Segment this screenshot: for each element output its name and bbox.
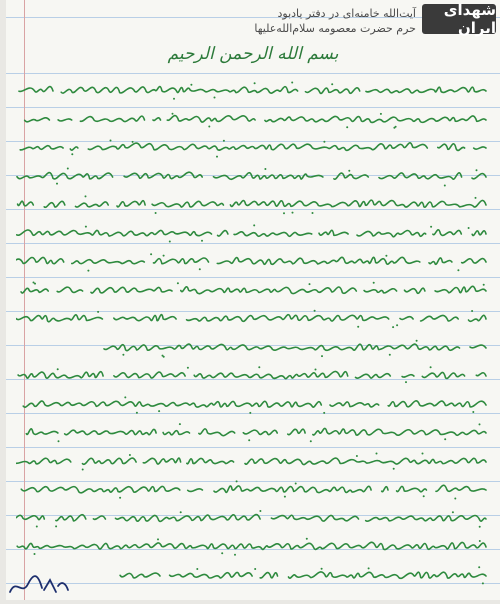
site-logo: شهدای ایران — [422, 4, 496, 34]
handwritten-line — [16, 133, 492, 159]
handwritten-line — [16, 532, 492, 558]
handwritten-line — [16, 361, 492, 387]
watermark-caption-line-2: حرم حضرت معصومه سلام‌الله‌علیها — [254, 22, 416, 35]
handwritten-line — [16, 105, 492, 131]
handwritten-line — [16, 447, 492, 473]
letter-heading: بسم الله الرحمن الرحیم — [167, 44, 339, 64]
handwritten-line — [16, 304, 492, 330]
handwritten-line — [16, 190, 492, 216]
handwritten-line — [16, 162, 492, 188]
handwritten-line — [16, 219, 492, 245]
handwritten-line — [16, 504, 492, 530]
watermark — [236, 1, 496, 38]
handwritten-line — [16, 333, 492, 359]
handwritten-line — [16, 561, 492, 587]
handwritten-line — [16, 247, 492, 273]
notebook-page — [6, 0, 500, 600]
handwritten-line — [16, 276, 492, 302]
handwritten-line — [16, 418, 492, 444]
handwritten-signature — [6, 570, 70, 600]
watermark-caption-line-1: آیت‌الله خامنه‌ای در دفتر یادبود — [277, 7, 416, 20]
handwritten-line — [16, 475, 492, 501]
handwritten-line — [16, 390, 492, 416]
handwritten-line — [16, 76, 492, 102]
